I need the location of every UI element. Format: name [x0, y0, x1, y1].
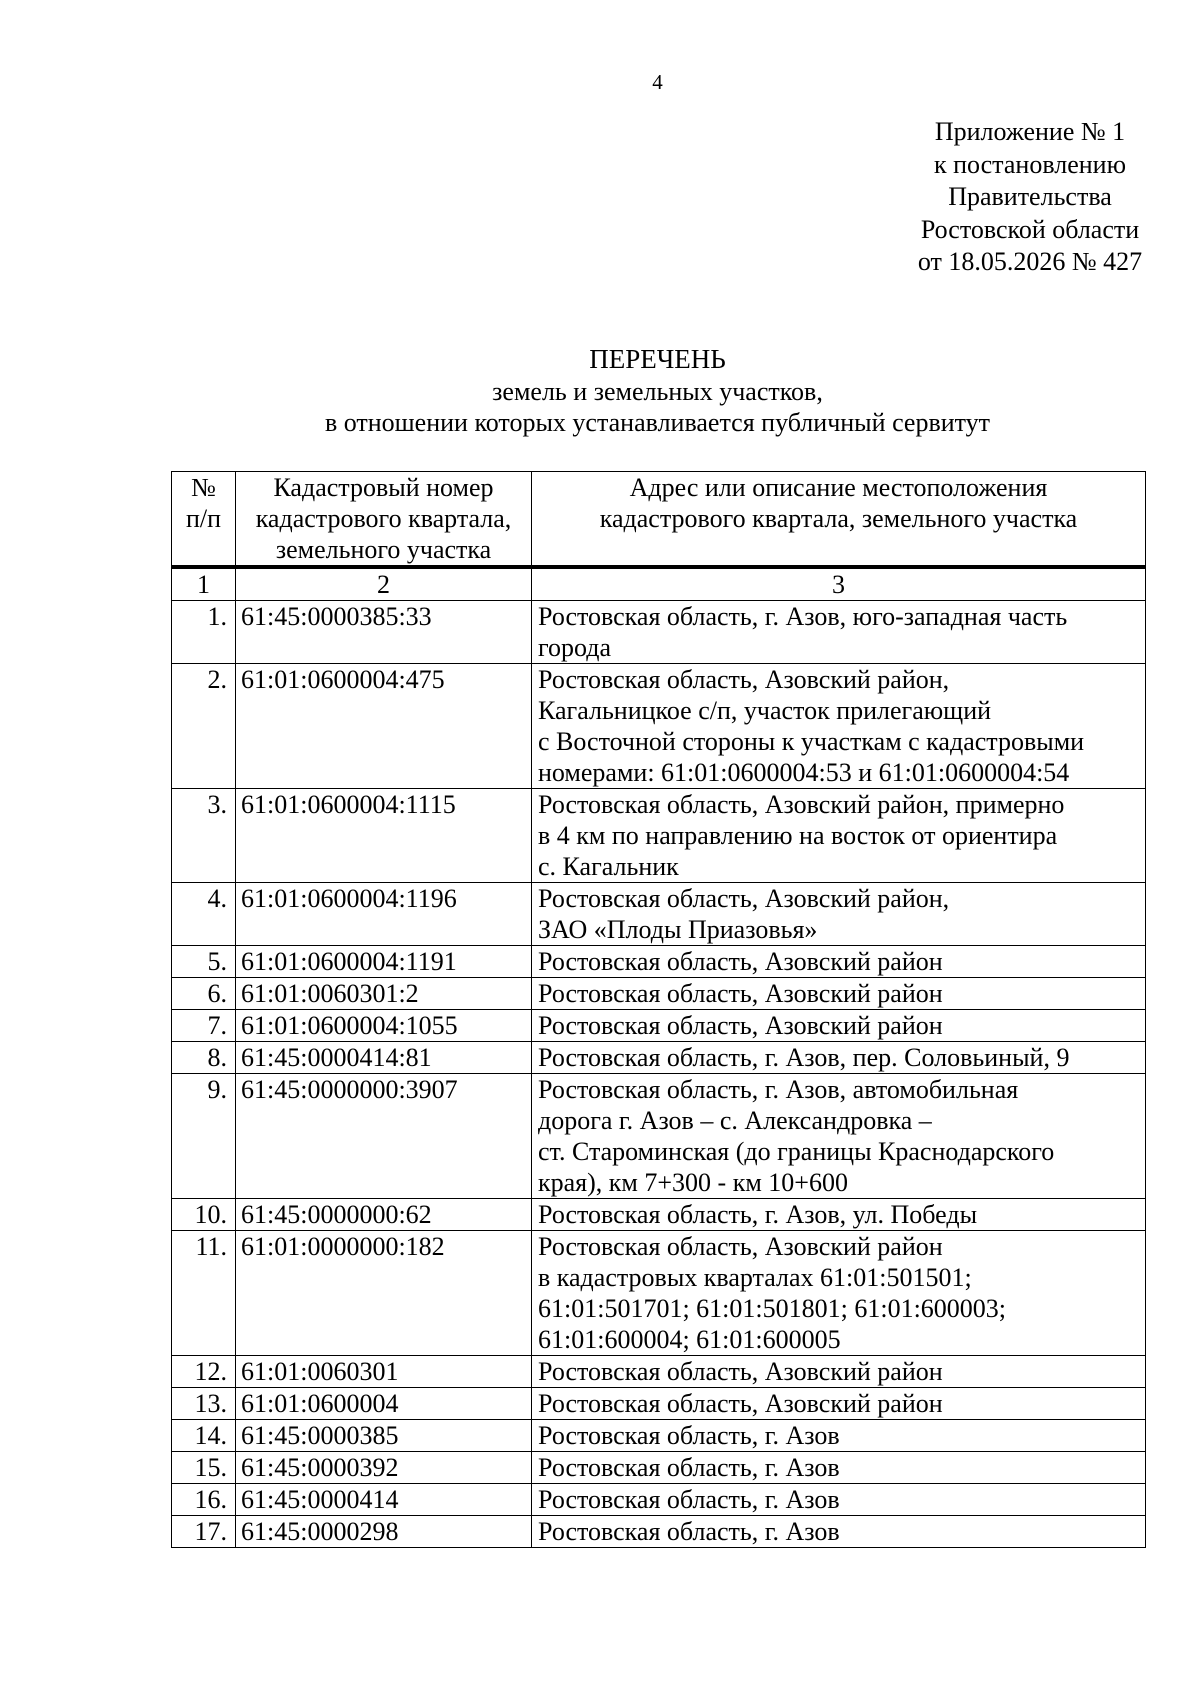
land-plots-table — [171, 471, 1146, 1548]
row-number: 11. — [172, 1231, 236, 1356]
column-number: 3 — [532, 567, 1146, 601]
row-number: 12. — [172, 1356, 236, 1388]
header-address: Адрес или описание местоположения кадастрового квартала, земельного участка — [532, 472, 1146, 568]
row-number: 15. — [172, 1452, 236, 1484]
cadastral-number: 61:01:0060301 — [236, 1356, 532, 1388]
title-line: в отношении которых устанавливается публичный сервитут — [324, 408, 991, 437]
row-number: 5. — [172, 946, 236, 978]
cadastral-number: 61:45:0000414:81 — [236, 1042, 532, 1074]
appendix-line: Приложение № 1 — [934, 117, 1126, 146]
title-line: земель и земельных участков, — [492, 377, 823, 406]
address-description: Ростовская область, Азовский район — [532, 1388, 1146, 1420]
appendix-line: Правительства — [948, 182, 1112, 211]
address-description: Ростовская область, г. Азов — [532, 1452, 1146, 1484]
row-number: 1. — [172, 601, 236, 664]
address-description: Ростовская область, г. Азов, ул. Победы — [532, 1199, 1146, 1231]
address-description: Ростовская область, Азовский район в кадастровых кварталах 61:01:501501; 61:01:501701; 61:01:501801; 61:01:600003; 61:01:600004; 61:01:600005 — [532, 1231, 1146, 1356]
appendix-heading — [820, 116, 1200, 279]
address-description: Ростовская область, Азовский район — [532, 946, 1146, 978]
column-number: 2 — [236, 567, 532, 601]
table-row — [172, 1388, 1146, 1420]
table-row — [172, 883, 1146, 946]
row-number: 6. — [172, 978, 236, 1010]
cadastral-number: 61:45:0000298 — [236, 1516, 532, 1548]
cadastral-number: 61:45:0000392 — [236, 1452, 532, 1484]
appendix-line: от 18.05.2026 № 427 — [917, 247, 1143, 276]
row-number: 10. — [172, 1199, 236, 1231]
table-row — [172, 789, 1146, 883]
address-description: Ростовская область, г. Азов — [532, 1516, 1146, 1548]
row-number: 8. — [172, 1042, 236, 1074]
table-header-row — [172, 472, 1146, 568]
page-number: 4 — [652, 70, 663, 94]
cadastral-number: 61:45:0000385:33 — [236, 601, 532, 664]
table-row — [172, 978, 1146, 1010]
row-number: 7. — [172, 1010, 236, 1042]
row-number: 16. — [172, 1484, 236, 1516]
address-description: Ростовская область, г. Азов, автомобильная дорога г. Азов – с. Александровка – ст. Староминская (до границы Краснодарского края), км 7+300 - км 10+600 — [532, 1074, 1146, 1199]
table-row — [172, 664, 1146, 789]
appendix-line: к постановлению — [933, 149, 1127, 179]
address-description: Ростовская область, Азовский район, Кагальницкое с/п, участок прилегающий с Восточной стороны к участкам с кадастровыми номерами: 61:01:0600004:53 и 61:01:0600004:54 — [532, 664, 1146, 789]
table-row — [172, 1231, 1146, 1356]
address-description: Ростовская область, г. Азов, пер. Соловьиный, 9 — [532, 1042, 1146, 1074]
row-number: 4. — [172, 883, 236, 946]
address-description: Ростовская область, г. Азов — [532, 1484, 1146, 1516]
table-row — [172, 1199, 1146, 1231]
cadastral-number: 61:45:0000000:62 — [236, 1199, 532, 1231]
cadastral-number: 61:45:0000385 — [236, 1420, 532, 1452]
cadastral-number: 61:01:0600004:1196 — [236, 883, 532, 946]
title-main: ПЕРЕЧЕНЬ — [589, 344, 726, 374]
header-cadastral-number: Кадастровый номер кадастрового квартала, земельного участка — [236, 472, 532, 568]
table-row — [172, 1356, 1146, 1388]
appendix-line: Ростовской области — [920, 214, 1140, 244]
cadastral-number: 61:01:0600004:1191 — [236, 946, 532, 978]
table-body — [172, 567, 1146, 1548]
row-number: 3. — [172, 789, 236, 883]
table-row — [172, 1516, 1146, 1548]
table-row — [172, 1074, 1146, 1199]
row-number: 13. — [172, 1388, 236, 1420]
table-row — [172, 601, 1146, 664]
row-number: 17. — [172, 1516, 236, 1548]
cadastral-number: 61:01:0600004:475 — [236, 664, 532, 789]
table-row — [172, 1484, 1146, 1516]
cadastral-number: 61:01:0600004:1055 — [236, 1010, 532, 1042]
address-description: Ростовская область, Азовский район, ЗАО «Плоды Приазовья» — [532, 883, 1146, 946]
cadastral-number: 61:01:0060301:2 — [236, 978, 532, 1010]
table-row — [172, 1452, 1146, 1484]
header-number: № п/п — [172, 472, 236, 568]
table-row — [172, 1420, 1146, 1452]
column-number-row — [172, 567, 1146, 601]
address-description: Ростовская область, Азовский район — [532, 1010, 1146, 1042]
table-row — [172, 1010, 1146, 1042]
cadastral-number: 61:01:0600004:1115 — [236, 789, 532, 883]
cadastral-number: 61:01:0600004 — [236, 1388, 532, 1420]
table-row — [172, 946, 1146, 978]
cadastral-number: 61:45:0000000:3907 — [236, 1074, 532, 1199]
address-description: Ростовская область, Азовский район — [532, 1356, 1146, 1388]
cadastral-number: 61:01:0000000:182 — [236, 1231, 532, 1356]
row-number: 9. — [172, 1074, 236, 1199]
cadastral-number: 61:45:0000414 — [236, 1484, 532, 1516]
document-title — [0, 342, 1200, 438]
address-description: Ростовская область, Азовский район, примерно в 4 км по направлению на восток от ориентира с. Кагальник — [532, 789, 1146, 883]
address-description: Ростовская область, г. Азов, юго-западная часть города — [532, 601, 1146, 664]
row-number: 14. — [172, 1420, 236, 1452]
address-description: Ростовская область, Азовский район — [532, 978, 1146, 1010]
column-number: 1 — [172, 567, 236, 601]
table-row — [172, 1042, 1146, 1074]
row-number: 2. — [172, 664, 236, 789]
address-description: Ростовская область, г. Азов — [532, 1420, 1146, 1452]
